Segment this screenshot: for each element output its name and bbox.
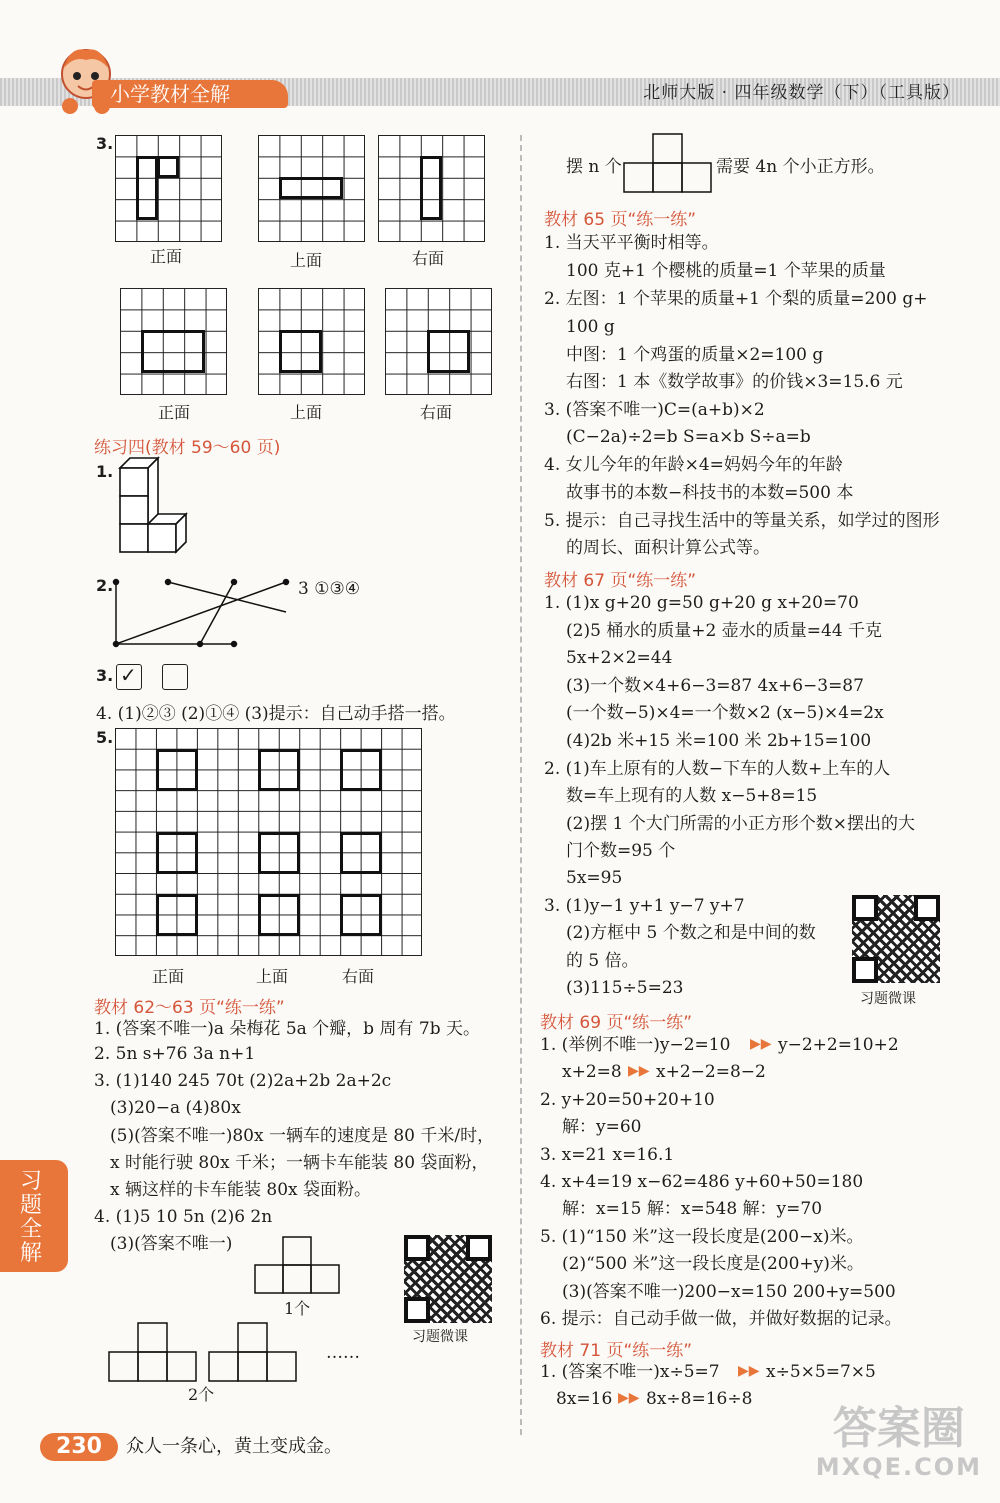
answer-line: 右图：1 本《数学故事》的价钱×3=15.6 元 — [566, 372, 903, 392]
book-title: 北师大版 · 四年级数学（下）（工具版） — [643, 83, 960, 103]
p4-answer: 4. (1)②③ (2)①④ (3)提示：自己动手搭一搭。 — [96, 704, 456, 724]
right-top-b: 需要 4n 个小正方形。 — [716, 157, 885, 177]
footer-motto: 众人一条心，黄土变成金。 — [126, 1436, 342, 1457]
p1-number: 1. — [96, 462, 114, 481]
answer-line: 数=车上现有的人数 x−5+8=15 — [566, 786, 818, 806]
answer-line: 2. (1)车上原有的人数−下车的人数+上车的人 — [544, 759, 891, 779]
caption-right-1: 右面 — [412, 249, 445, 268]
answer-line: (2)方框中 5 个数之和是中间的数 — [566, 923, 816, 943]
highlight-front-2 — [141, 330, 205, 373]
highlight-l5 — [258, 832, 300, 874]
highlight-right-1 — [420, 156, 442, 220]
answer-line: 100 g — [566, 317, 615, 337]
answer-line: x 时能行驶 80x 千米；一辆卡车能装 80 袋面粉， — [110, 1153, 489, 1173]
highlight-right-2 — [427, 330, 470, 373]
answer-line: 3. x=21 x=16.1 — [540, 1145, 675, 1165]
answer-line: 2. y+20=50+20+10 — [540, 1090, 715, 1110]
answer-line: 1. 当天平平衡时相等。 — [544, 233, 719, 253]
highlight-front-1b — [157, 156, 179, 178]
highlight-l3 — [340, 749, 382, 791]
caption-1-unit: 1个 — [284, 1299, 311, 1318]
answer-line: 1. (答案不唯一)a 朵梅花 5a 个瓣，b 周有 7b 天。 — [94, 1019, 480, 1039]
p2-answer: 3 ①③④ — [298, 579, 360, 599]
t-shape-1 — [254, 1236, 340, 1296]
highlight-l1 — [156, 749, 198, 791]
answer-line: (3)115÷5=23 — [566, 978, 684, 998]
t-shape-2b — [208, 1322, 298, 1382]
answer-line: 3. (答案不唯一)C=(a+b)×2 — [544, 400, 765, 420]
side-tab: 习题全解 — [0, 1160, 68, 1272]
section-71: 教材 71 页“练一练” — [540, 1341, 693, 1361]
answer-line: 中图：1 个鸡蛋的质量×2=100 g — [566, 345, 824, 365]
column-divider — [520, 135, 522, 1435]
p3-number: 3. — [96, 666, 114, 685]
answer-line: 4. 女儿今年的年龄×4=妈妈今年的年龄 — [544, 455, 843, 475]
highlight-l4 — [156, 832, 198, 874]
answer-line: (5)(答案不唯一)80x 一辆车的速度是 80 千米/时， — [110, 1126, 495, 1146]
answer-line: (2)“500 米”这一段长度是(200+y)米。 — [562, 1254, 864, 1274]
cube-stack-figure — [112, 456, 192, 576]
page-number: 230 — [40, 1433, 118, 1461]
caption-front-2: 正面 — [158, 403, 191, 422]
answer-line: x 辆这样的卡车能装 80x 袋面粉。 — [110, 1180, 372, 1200]
t-shape-2a — [108, 1322, 198, 1382]
answer-line: 2. 5n s+76 3a n+1 — [94, 1044, 256, 1064]
answer-line: 3. (1)140 245 70t (2)2a+2b 2a+2c — [94, 1071, 392, 1091]
answer-line: 2. 左图：1 个苹果的质量+1 个梨的质量=200 g+ — [544, 289, 928, 309]
answer-line: 4. (1)5 10 5n (2)6 2n — [94, 1207, 273, 1227]
answer-line: 解：y=60 — [562, 1117, 642, 1137]
highlight-l8 — [258, 894, 300, 936]
double-arrow-icon: ▶▶ — [738, 1363, 760, 1379]
answer-line: 的 5 倍。 — [566, 951, 639, 971]
highlight-l2 — [258, 749, 300, 791]
p2-number: 2. — [96, 576, 114, 595]
highlight-l7 — [156, 894, 198, 936]
watermark-small: MXQE.COM — [815, 1453, 982, 1481]
grid-front-1 — [115, 135, 222, 242]
answer-line: 5. 提示：自己寻找生活中的等量关系，如学过的图形 — [544, 511, 940, 531]
answer-line: 6. 提示：自己动手做一做，并做好数据的记录。 — [540, 1309, 902, 1329]
answer-line: 5. (1)“150 米”这一段长度是(200−x)米。 — [540, 1227, 864, 1247]
caption-2-units: 2个 — [188, 1385, 215, 1404]
double-arrow-icon: ▶▶ — [750, 1036, 772, 1052]
checked-box — [116, 664, 142, 690]
answer-line: 4. x+4=19 x−62=486 y+60+50=180 — [540, 1172, 864, 1192]
highlight-l9 — [340, 894, 382, 936]
watermark — [816, 1405, 982, 1481]
qr-code-left[interactable] — [404, 1235, 492, 1323]
highlight-top-2 — [279, 330, 322, 373]
answer-line: 门个数=95 个 — [566, 841, 676, 861]
double-arrow-icon: ▶▶ — [618, 1390, 640, 1406]
answer-line: 的周长、面积计算公式等。 — [566, 538, 770, 558]
answer-line: (一个数−5)×4=一个数×2 (x−5)×4=2x — [566, 703, 884, 723]
section-69: 教材 69 页“练一练” — [540, 1013, 693, 1033]
answer-line: 8x÷8=16÷8 — [646, 1389, 753, 1409]
double-arrow-icon: ▶▶ — [628, 1063, 650, 1079]
answer-line: 100 克+1 个樱桃的质量=1 个苹果的质量 — [566, 261, 886, 281]
answer-line: 1. (答案不唯一)x÷5=7 — [540, 1362, 720, 1382]
t-shape-n — [623, 133, 713, 195]
series-tag: 小学教材全解 — [92, 80, 288, 108]
line-connection-figure — [110, 572, 290, 672]
caption-top-1: 上面 — [290, 251, 323, 270]
p5-number: 5. — [96, 728, 114, 747]
answer-line: 1. (1)x g+20 g=50 g+20 g x+20=70 — [544, 593, 859, 613]
ellipsis: …… — [326, 1343, 360, 1363]
q3-number: 3. — [96, 134, 114, 153]
caption-large-top: 上面 — [256, 967, 289, 986]
answer-line: y−2+2=10+2 — [778, 1035, 899, 1055]
answer-line: (3)一个数×4+6−3=87 4x+6−3=87 — [566, 676, 864, 696]
answer-line: 故事书的本数−科技书的本数=500 本 — [566, 483, 854, 503]
section-62-63: 教材 62～63 页“练一练” — [94, 998, 285, 1018]
answer-line: (3)(答案不唯一)200−x=150 200+y=500 — [562, 1282, 896, 1302]
section-65: 教材 65 页“练一练” — [544, 210, 697, 230]
answer-line: (3)20−a (4)80x — [110, 1098, 241, 1118]
highlight-top-1 — [279, 177, 343, 199]
answer-line: (3)(答案不唯一) — [110, 1234, 233, 1254]
answer-line: (2)摆 1 个大门所需的小正方形个数×摆出的大 — [566, 814, 915, 834]
section-exercise-4: 练习四(教材 59～60 页) — [94, 438, 281, 458]
answer-line: 解：x=15 解：x=548 解：y=70 — [562, 1199, 823, 1219]
answer-line: (2)5 桶水的质量+2 壶水的质量=44 千克 — [566, 621, 883, 641]
answer-line: x+2−2=8−2 — [656, 1062, 766, 1082]
highlight-l6 — [340, 832, 382, 874]
answer-line: x÷5×5=7×5 — [766, 1362, 876, 1382]
caption-front-1: 正面 — [150, 247, 183, 266]
caption-large-right: 右面 — [342, 967, 375, 986]
caption-large-front: 正面 — [152, 967, 185, 986]
answer-line: (C−2a)÷2=b S=a×b S÷a=b — [566, 427, 811, 447]
right-top-a: 摆 n 个 — [566, 157, 622, 177]
answer-line: (4)2b 米+15 米=100 米 2b+15=100 — [566, 731, 872, 751]
highlight-front-1a — [136, 156, 158, 220]
answer-line: 3. (1)y−1 y+1 y−7 y+7 — [544, 896, 745, 916]
empty-box — [162, 664, 188, 690]
answer-line: 5x=95 — [566, 868, 623, 888]
qr-caption-right: 习题微课 — [860, 991, 916, 1007]
answer-line: 5x+2×2=44 — [566, 648, 673, 668]
caption-right-2: 右面 — [420, 403, 453, 422]
check-icon: ✓ — [120, 663, 137, 687]
section-67: 教材 67 页“练一练” — [544, 571, 697, 591]
answer-line: 1. (举例不唯一)y−2=10 — [540, 1035, 731, 1055]
qr-code-right[interactable] — [852, 895, 940, 983]
caption-top-2: 上面 — [290, 403, 323, 422]
answer-line: x+2=8 — [562, 1062, 622, 1082]
watermark-big: 答案圈 — [832, 1403, 965, 1454]
answer-line: 8x=16 — [556, 1389, 613, 1409]
qr-caption-left: 习题微课 — [412, 1329, 468, 1345]
